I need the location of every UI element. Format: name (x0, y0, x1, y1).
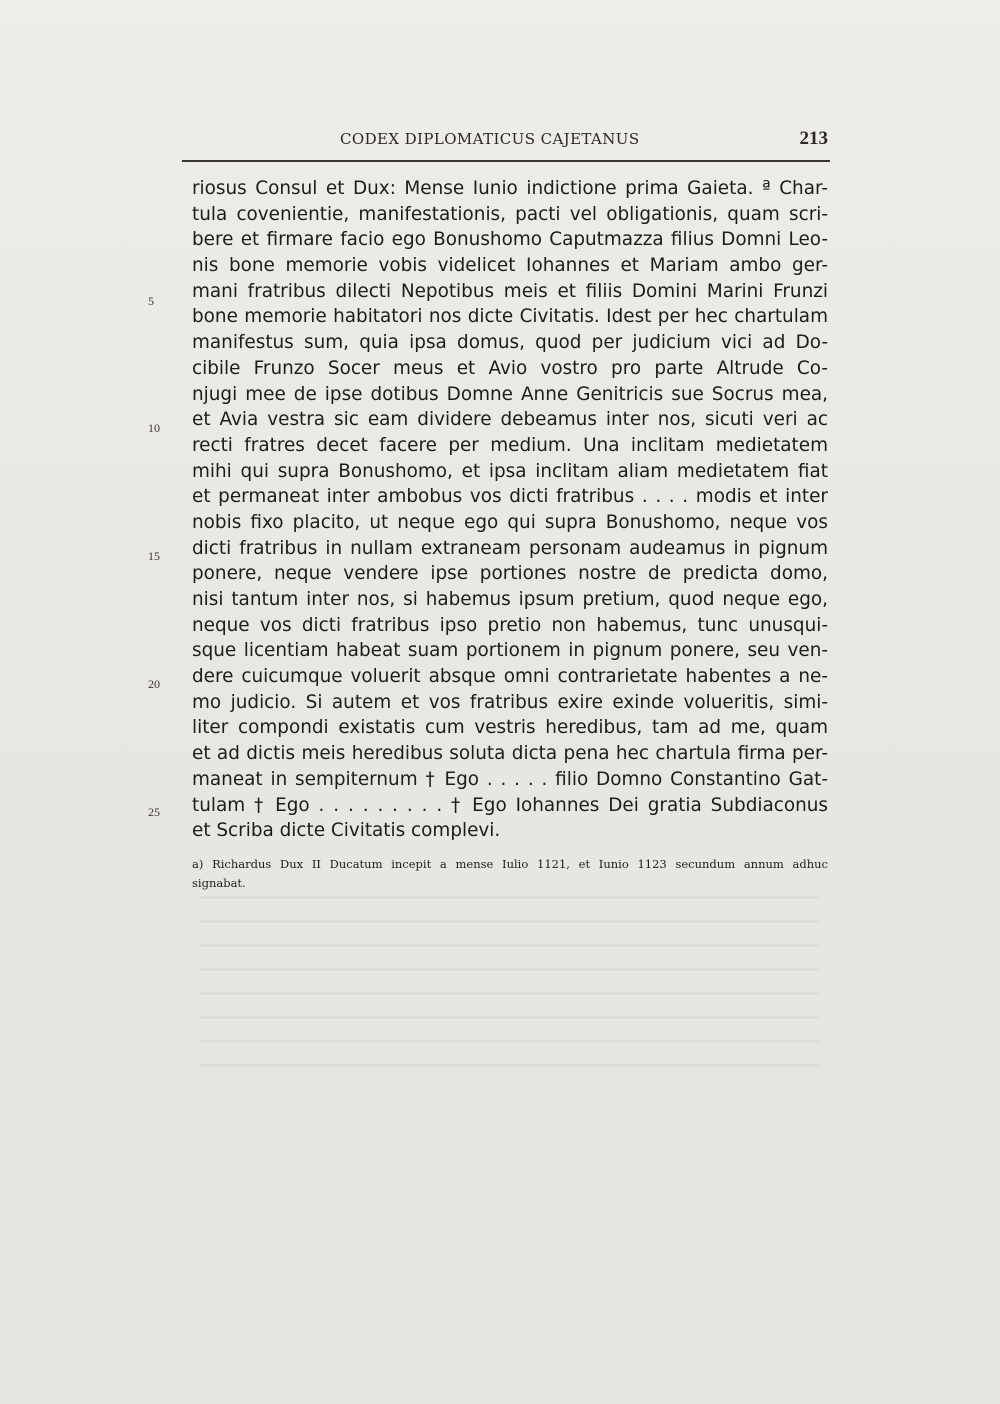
footnote (192, 855, 828, 893)
text-line: bone memorie habitatori nos dicte Civitatis. Idest per hec chartulam (192, 306, 828, 328)
footnote-line: signabat. (192, 876, 246, 890)
text-line: et Avia vestra sic eam dividere debeamus inter nos, sicuti veri ac (192, 409, 828, 431)
footnote-line: a) Richardus Dux II Ducatum incepit a mense Iulio 1121, et Iunio 1123 secundum annum adhuc (192, 857, 828, 871)
text-line: cibile Frunzo Socer meus et Avio vostro pro parte Altrude Co- (192, 357, 828, 379)
text-line: tula covenientie, manifestationis, pacti vel obligationis, quam scri- (192, 203, 828, 225)
text-line: riosus Consul et Dux: Mense Iunio indictione prima Gaieta. ª Char- (192, 178, 828, 199)
text-line: nisi tantum inter nos, si habemus ipsum pretium, quod neque ego, (192, 589, 828, 610)
text-line: et Scriba dicte Civitatis complevi. (192, 820, 501, 842)
text-line: maneat in sempiternum † Ego . . . . . filio Domno Constantino Gat- (192, 768, 828, 790)
page-number: 213 (799, 128, 828, 149)
line-number-15: 15 (148, 549, 160, 563)
text-line: dere cuicumque voluerit absque omni contrarietate habentes a ne- (192, 666, 828, 688)
text-line: et permaneat inter ambobus vos dicti fratribus . . . . modis et inter (192, 486, 828, 508)
text-line: liter compondi existatis cum vestris heredibus, tam ad me, quam (192, 717, 828, 739)
text-line: recti fratres decet facere per medium. Una inclitam medietatem (192, 434, 828, 456)
line-number-5: 5 (148, 294, 154, 308)
text-line: njugi mee de ipse dotibus Domne Anne Genitricis sue Socrus mea, (192, 383, 828, 405)
text-line: sque licentiam habeat suam portionem in pignum ponere, seu ven- (192, 640, 828, 662)
line-number-10: 10 (148, 421, 160, 435)
text-line: dicti fratribus in nullam extraneam personam audeamus in pignum (192, 537, 828, 559)
text-line: et ad dictis meis heredibus soluta dicta pena hec chartula firma per- (192, 743, 828, 765)
bleed-through-texture (200, 880, 820, 1080)
header-rule (182, 160, 830, 162)
running-head: CODEX DIPLOMATICUS CAJETANUS (340, 130, 640, 148)
text-line: manifestus sum, quia ipsa domus, quod per judicium vici ad Do- (192, 332, 828, 354)
text-line: neque vos dicti fratribus ipso pretio non habemus, tunc unusqui- (192, 614, 828, 636)
text-line: mihi qui supra Bonushomo, et ipsa inclitam aliam medietatem fiat (192, 460, 828, 482)
text-line: tulam † Ego . . . . . . . . . † Ego Iohannes Dei gratia Subdiaconus (192, 794, 828, 816)
text-line: nis bone memorie vobis videlicet Iohannes et Mariam ambo ger- (192, 255, 828, 277)
text-line: ponere, neque vendere ipse portiones nostre de predicta domo, (192, 563, 828, 585)
line-number-25: 25 (148, 805, 160, 819)
text-line: nobis fixo placito, ut neque ego qui supra Bonushomo, neque vos (192, 511, 828, 533)
line-number-20: 20 (148, 677, 160, 691)
text-line: mo judicio. Si autem et vos fratribus exire exinde volueritis, simi- (192, 691, 828, 713)
text-line: mani fratribus dilecti Nepotibus meis et filiis Domini Marini Frunzi (192, 280, 828, 302)
text-line: bere et firmare facio ego Bonushomo Caputmazza filius Domni Leo- (192, 229, 828, 251)
main-text (192, 176, 828, 844)
